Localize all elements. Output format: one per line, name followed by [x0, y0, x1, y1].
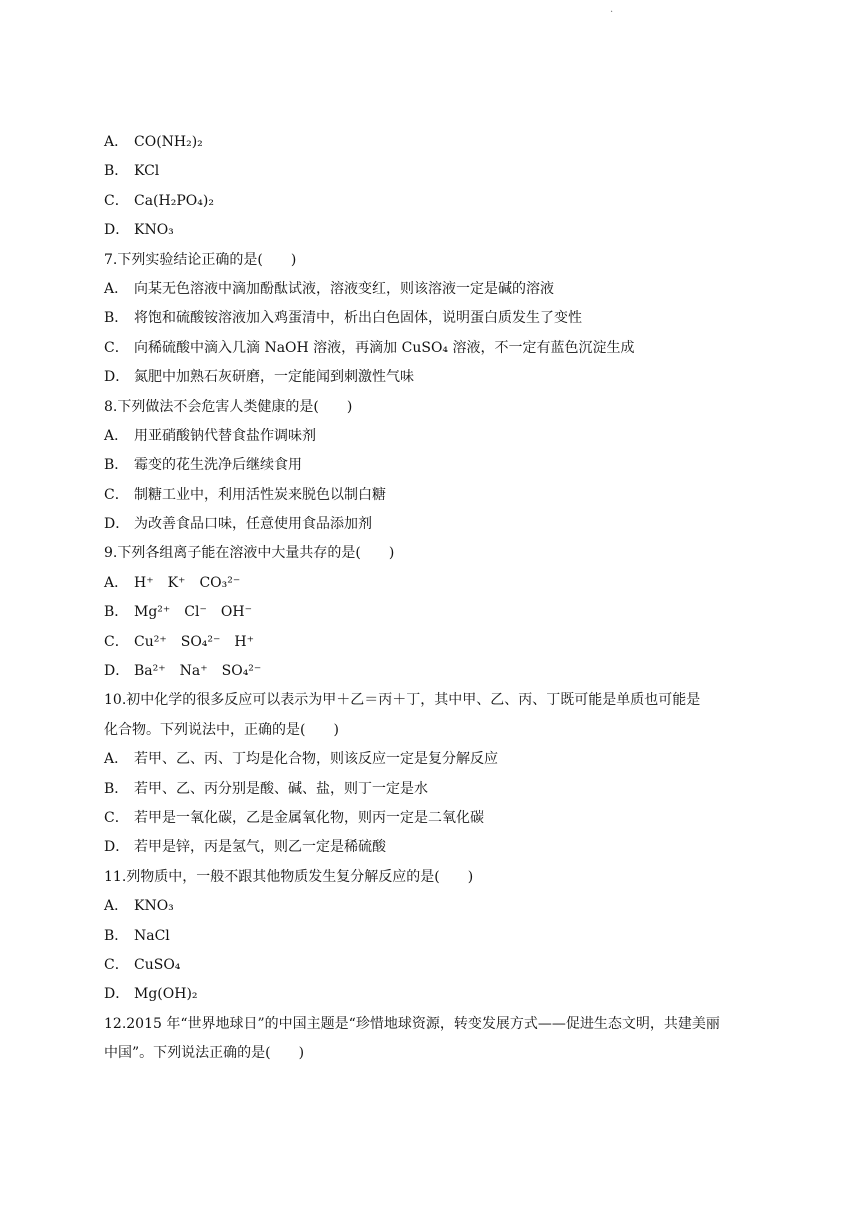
- option-text: H⁺ K⁺ CO₃²⁻: [134, 574, 241, 591]
- option-text: Cu²⁺ SO₄²⁻ H⁺: [134, 633, 255, 650]
- question-sheet: [104, 128, 764, 1069]
- q10-option-c: [104, 804, 764, 833]
- option-letter: D．: [104, 663, 130, 680]
- option-text: 若甲、乙、丙、丁均是化合物，则该反应一定是复分解反应: [134, 751, 498, 768]
- q9-option-c: [104, 628, 764, 657]
- option-letter: B．: [104, 927, 129, 944]
- q7-option-b: [104, 304, 764, 333]
- q9-option-a: [104, 569, 764, 598]
- q6-option-a: [104, 128, 764, 157]
- q10-stem-line1: 10.初中化学的很多反应可以表示为甲＋乙＝丙＋丁，其中甲、乙、丙、丁既可能是单质也可能是: [104, 692, 701, 709]
- option-text: Mg(OH)₂: [134, 986, 198, 1003]
- q11-option-b: [104, 922, 764, 951]
- q10-option-a: [104, 745, 764, 774]
- q11-option-d: [104, 980, 764, 1009]
- option-text: 为改善食品口味，任意使用食品添加剂: [134, 516, 372, 533]
- q9-stem: 9.下列各组离子能在溶液中大量共存的是( ): [104, 545, 395, 562]
- q11-option-a: [104, 892, 764, 921]
- q12-stem-line1: 12.2015 年“世界地球日”的中国主题是“珍惜地球资源，转变发展方式——促进生态文明，共建美丽: [104, 1015, 720, 1032]
- option-text: 若甲是一氧化碳，乙是金属氧化物，则丙一定是二氧化碳: [134, 809, 484, 826]
- option-letter: A．: [104, 751, 129, 768]
- option-letter: C．: [104, 809, 129, 826]
- option-text: 向某无色溶液中滴加酚酞试液，溶液变红，则该溶液一定是碱的溶液: [134, 280, 554, 297]
- option-letter: C．: [104, 192, 129, 209]
- q9-option-d: [104, 657, 764, 686]
- q8-option-d: [104, 510, 764, 539]
- option-text: Ba²⁺ Na⁺ SO₄²⁻: [134, 663, 262, 680]
- option-letter: C．: [104, 633, 129, 650]
- option-letter: A．: [104, 574, 129, 591]
- option-letter: D．: [104, 986, 130, 1003]
- q12-stem-line2: 中国”。下列说法正确的是( ): [104, 1045, 305, 1062]
- option-text: Ca(H₂PO₄)₂: [134, 192, 214, 209]
- option-letter: B．: [104, 457, 129, 474]
- q11-option-c: [104, 951, 764, 980]
- option-letter: B．: [104, 163, 129, 180]
- option-text: Mg²⁺ Cl⁻ OH⁻: [134, 604, 252, 621]
- option-text: 霉变的花生洗净后继续食用: [134, 457, 302, 474]
- option-text: 将饱和硫酸铵溶液加入鸡蛋清中，析出白色固体，说明蛋白质发生了变性: [134, 310, 582, 327]
- q6-option-d: [104, 216, 764, 245]
- option-text: 若甲是锌，丙是氢气，则乙一定是稀硫酸: [134, 839, 386, 856]
- q8-stem: 8.下列做法不会危害人类健康的是( ): [104, 398, 353, 415]
- q7-option-c: [104, 334, 764, 363]
- option-text: NaCl: [134, 927, 170, 944]
- q7-option-d: [104, 363, 764, 392]
- q7-stem: 7.下列实验结论正确的是( ): [104, 251, 297, 268]
- option-letter: B．: [104, 310, 129, 327]
- q9-option-b: [104, 598, 764, 627]
- option-text: 向稀硫酸中滴入几滴 NaOH 溶液，再滴加 CuSO₄ 溶液，不一定有蓝色沉淀生成: [134, 339, 635, 356]
- option-text: 若甲、乙、丙分别是酸、碱、盐，则丁一定是水: [134, 780, 428, 797]
- option-letter: D．: [104, 516, 130, 533]
- q10-stem-line2: 化合物。下列说法中，正确的是( ): [104, 721, 339, 738]
- option-letter: A．: [104, 280, 129, 297]
- option-text: 用亚硝酸钠代替食盐作调味剂: [134, 427, 316, 444]
- q8-option-c: [104, 481, 764, 510]
- option-letter: B．: [104, 780, 129, 797]
- option-text: KCl: [134, 163, 160, 180]
- q6-option-c: [104, 187, 764, 216]
- option-text: 制糖工业中，利用活性炭来脱色以制白糖: [134, 486, 386, 503]
- q10-option-d: [104, 833, 764, 862]
- option-text: KNO₃: [134, 222, 174, 239]
- option-letter: D．: [104, 222, 130, 239]
- option-text: CuSO₄: [134, 956, 181, 973]
- header-mark: .: [610, 4, 614, 15]
- option-letter: B．: [104, 604, 129, 621]
- q8-option-b: [104, 451, 764, 480]
- q6-option-b: [104, 157, 764, 186]
- option-letter: D．: [104, 369, 130, 386]
- option-letter: D．: [104, 839, 130, 856]
- option-letter: A．: [104, 134, 129, 150]
- option-letter: C．: [104, 956, 129, 973]
- option-letter: C．: [104, 339, 129, 356]
- q11-stem: 11.列物质中，一般不跟其他物质发生复分解反应的是( ): [104, 868, 474, 885]
- option-text: KNO₃: [134, 898, 174, 915]
- option-text: 氮肥中加熟石灰研磨，一定能闻到刺激性气味: [134, 369, 414, 386]
- option-letter: A．: [104, 427, 129, 444]
- option-letter: C．: [104, 486, 129, 503]
- q7-option-a: [104, 275, 764, 304]
- q8-option-a: [104, 422, 764, 451]
- option-letter: A．: [104, 898, 129, 915]
- option-text: CO(NH₂)₂: [134, 134, 203, 150]
- q10-option-b: [104, 775, 764, 804]
